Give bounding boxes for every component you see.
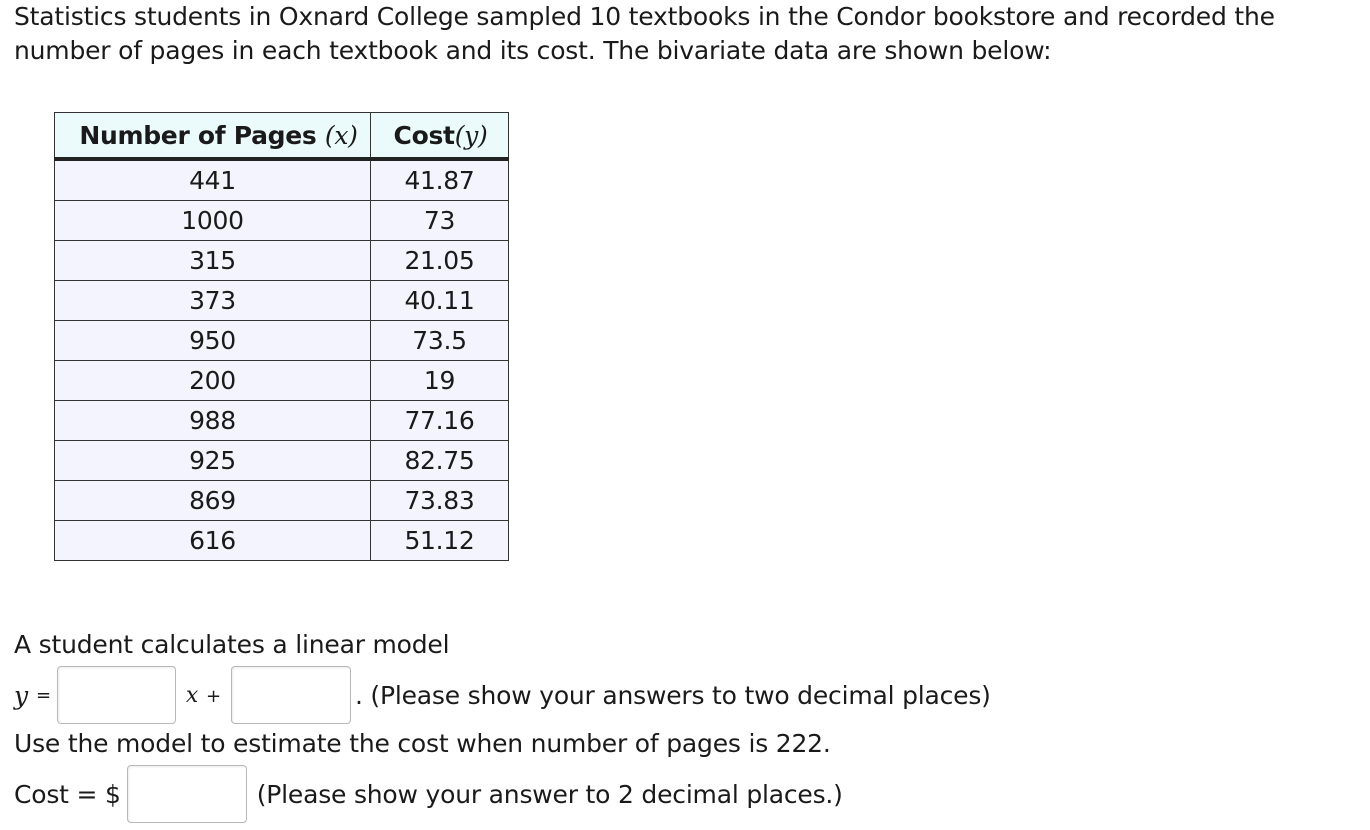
cell-cost: 41.87 xyxy=(371,159,509,201)
decimal-instruction: . (Please show your answers to two decimal places) xyxy=(354,680,991,710)
table-row xyxy=(55,401,509,441)
cell-cost: 77.16 xyxy=(371,401,509,441)
equation-x-term xyxy=(186,683,221,708)
cell-pages: 200 xyxy=(55,361,371,401)
linear-model-equation xyxy=(14,666,991,724)
cost-label: Cost = $ xyxy=(14,779,121,809)
cell-cost: 40.11 xyxy=(371,281,509,321)
cell-pages: 441 xyxy=(55,159,371,201)
equation-plus: + xyxy=(206,685,221,707)
cell-pages: 869 xyxy=(55,481,371,521)
equation-x-var: x xyxy=(185,682,199,708)
cell-pages: 950 xyxy=(55,321,371,361)
cell-cost: 73 xyxy=(371,201,509,241)
cost-input[interactable] xyxy=(127,765,247,823)
estimate-question: Use the model to estimate the cost when number of pages is 222. xyxy=(14,729,831,758)
table-row xyxy=(55,201,509,241)
header-x-var: (x) xyxy=(324,120,358,150)
cost-answer-row xyxy=(14,765,843,823)
table-row xyxy=(55,159,509,201)
problem-statement: Statistics students in Oxnard College sampled 10 textbooks in the Condor bookstore and recorded the number of pages in each textbook and its cost. The bivariate data are shown below: xyxy=(14,2,1275,65)
cell-cost: 21.05 xyxy=(371,241,509,281)
header-y-var: (y) xyxy=(454,120,488,150)
header-y-label: Cost xyxy=(393,120,455,150)
cell-pages: 616 xyxy=(55,521,371,561)
cell-pages: 1000 xyxy=(55,201,371,241)
model-intro-text: A student calculates a linear model xyxy=(14,630,450,659)
header-cost xyxy=(371,113,509,160)
cell-pages: 988 xyxy=(55,401,371,441)
slope-input[interactable] xyxy=(57,666,176,724)
cell-pages: 925 xyxy=(55,441,371,481)
cell-cost: 73.5 xyxy=(371,321,509,361)
cell-pages: 315 xyxy=(55,241,371,281)
header-x-label: Number of Pages xyxy=(79,120,317,150)
cell-cost: 82.75 xyxy=(371,441,509,481)
intercept-input[interactable] xyxy=(231,666,351,724)
table-row xyxy=(55,481,509,521)
table-row xyxy=(55,241,509,281)
table-row xyxy=(55,441,509,481)
bivariate-data-table xyxy=(54,112,509,561)
cell-pages: 373 xyxy=(55,281,371,321)
table-row xyxy=(55,521,509,561)
table-header-row xyxy=(55,113,509,160)
cell-cost: 19 xyxy=(371,361,509,401)
cell-cost: 73.83 xyxy=(371,481,509,521)
table-row xyxy=(55,361,509,401)
header-number-of-pages xyxy=(55,113,371,160)
cost-instruction: (Please show your answer to 2 decimal places.) xyxy=(256,779,843,809)
table-row xyxy=(55,281,509,321)
cell-cost: 51.12 xyxy=(371,521,509,561)
equation-equals: = xyxy=(35,684,51,706)
equation-y-var: y xyxy=(14,680,28,710)
table-row xyxy=(55,321,509,361)
